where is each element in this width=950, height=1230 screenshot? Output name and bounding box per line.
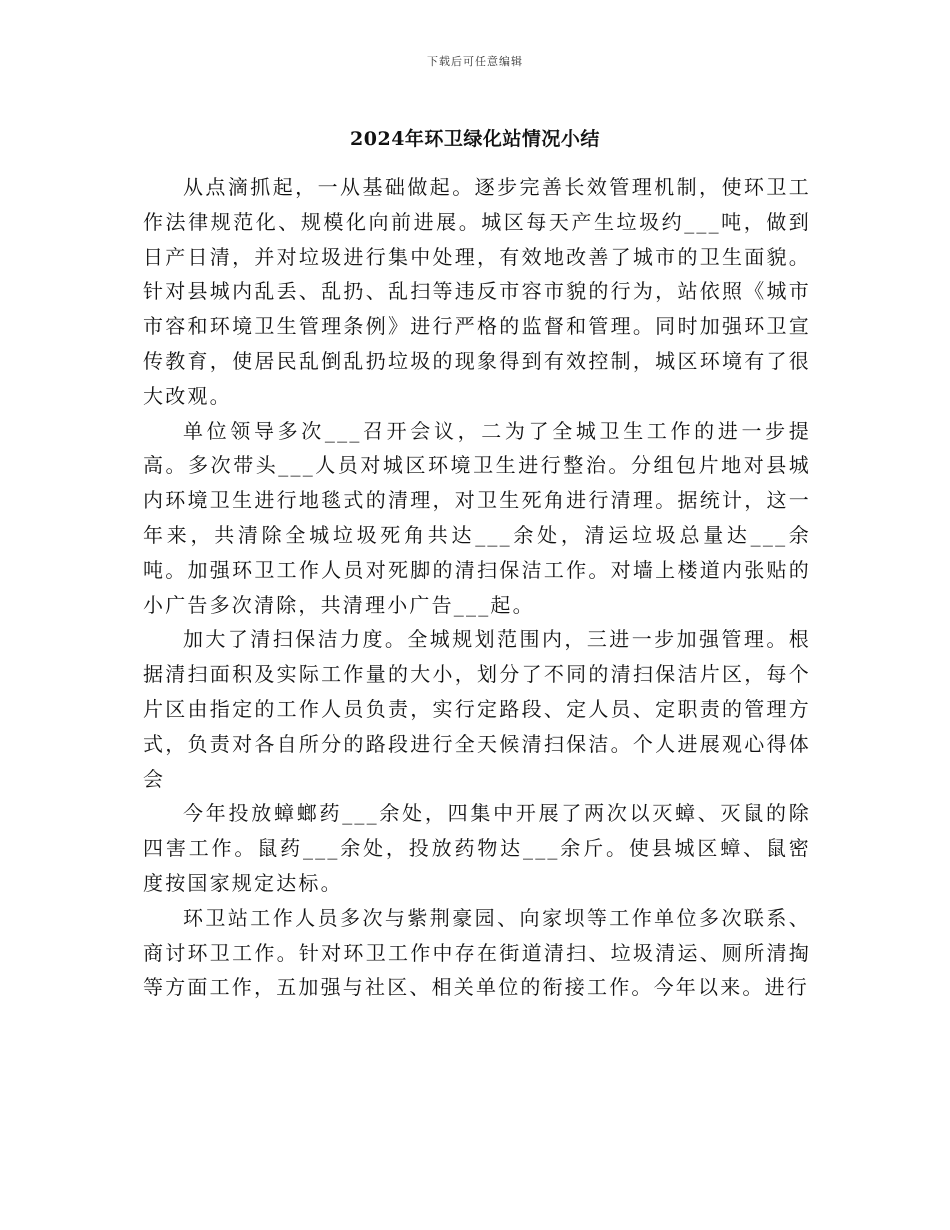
document-body	[143, 170, 811, 1005]
paragraph-2: 单位领导多次___召开会议，二为了全城卫生工作的进一步提高。多次带头___人员对城区环境卫生进行整治。分组包片地对县城内环境卫生进行地毯式的清理，对卫生死角进行清理。据统计，这一年来，共清除全城垃圾死角共达___余处，清运垃圾总量达___余吨。加强环卫工作人员对死脚的清扫保洁工作。对墙上楼道内张贴的小广告多次清除，共清理小广告___起。	[143, 418, 811, 617]
paragraph-1: 从点滴抓起，一从基础做起。逐步完善长效管理机制，使环卫工作法律规范化、规模化向前进展。城区每天产生垃圾约___吨，做到日产日清，并对垃圾进行集中处理，有效地改善了城市的卫生面貌。针对县城内乱丢、乱扔、乱扫等违反市容市貌的行为，站依照《城市市容和环境卫生管理条例》进行严格的监督和管理。同时加强环卫宣传教育，使居民乱倒乱扔垃圾的现象得到有效控制，城区环境有了很大改观。	[143, 175, 811, 408]
paragraph-3: 加大了清扫保洁力度。全城规划范围内，三进一步加强管理。根据清扫面积及实际工作量的大小，划分了不同的清扫保洁片区，每个片区由指定的工作人员负责，实行定路段、定人员、定职责的管理方式，负责对各自所分的路段进行全天候清扫保洁。个人进展观心得体会	[143, 627, 811, 791]
document-title: 2024年环卫绿化站情况小结	[350, 128, 600, 150]
paragraph-5: 环卫站工作人员多次与紫荆豪园、向家坝等工作单位多次联系、商讨环卫工作。针对环卫工作中存在街道清扫、垃圾清运、厕所清掏等方面工作，五加强与社区、相关单位的衔接工作。今年以来。进行	[143, 905, 811, 1000]
paragraph-4: 今年投放蟑螂药___余处，四集中开展了两次以灭蟑、灭鼠的除四害工作。鼠药___余处，投放药物达___余斤。使县城区蟑、鼠密度按国家规定达标。	[143, 801, 811, 895]
header-note: 下载后可任意编辑	[427, 55, 523, 68]
